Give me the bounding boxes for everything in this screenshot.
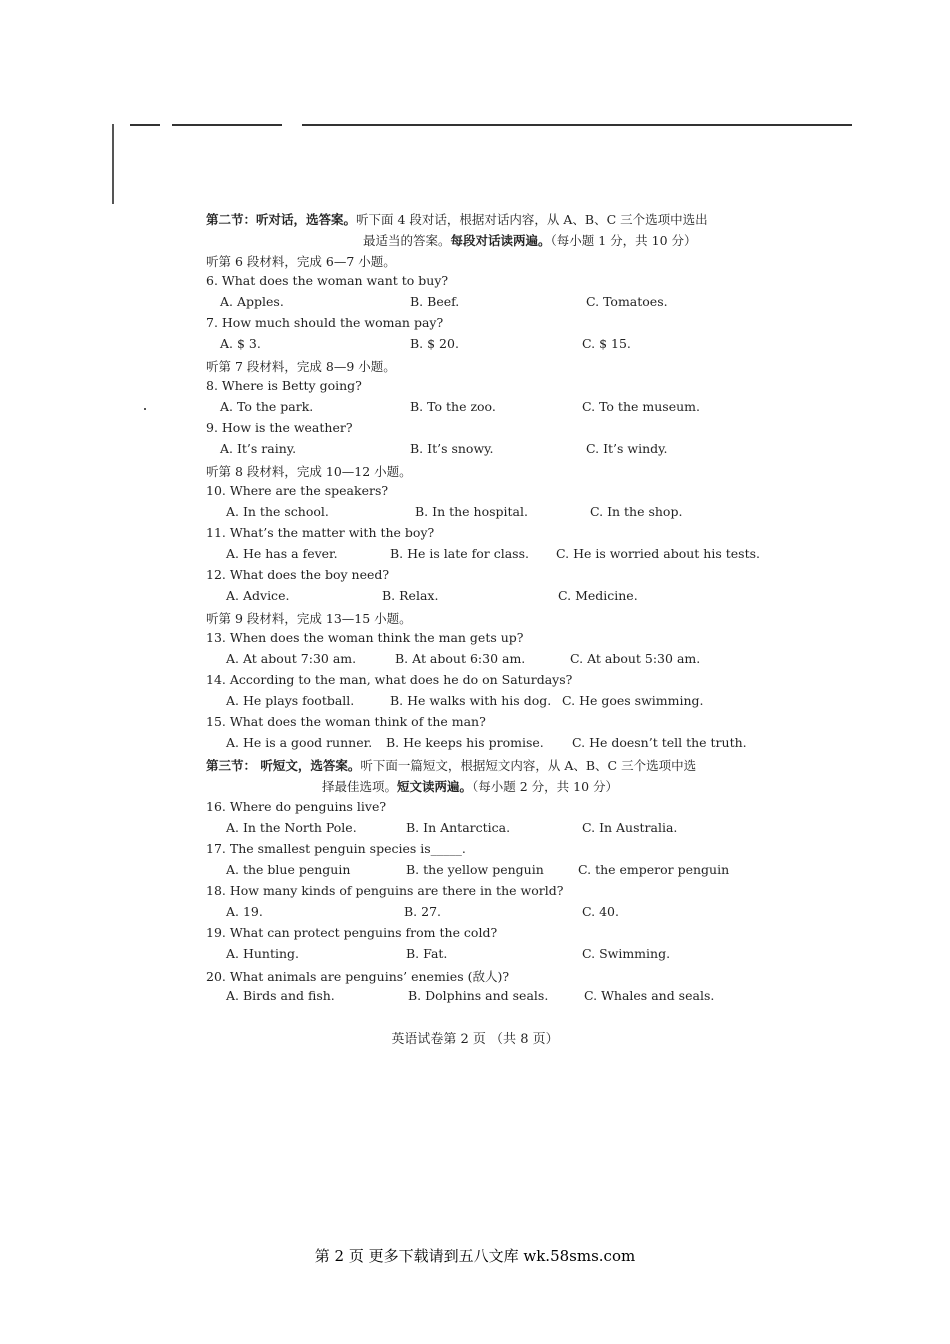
option-b: B. It’s snowy. <box>410 441 494 456</box>
option-c: C. He is worried about his tests. <box>556 546 760 561</box>
option-c: C. To the museum. <box>582 399 700 414</box>
question-7: 7. How much should the woman pay? <box>206 315 444 330</box>
option-b: B. Beef. <box>410 294 460 309</box>
option-c: C. Swimming. <box>582 946 671 961</box>
section2-heading: 第二节：听对话，选答案。 <box>206 212 357 227</box>
option-a: A. At about 7:30 am. <box>226 651 357 666</box>
option-a: A. $ 3. <box>220 336 261 351</box>
scan-speck <box>144 408 146 410</box>
option-a: A. 19. <box>226 904 263 919</box>
question-9: 9. How is the weather? <box>206 420 353 435</box>
option-b: B. At about 6:30 am. <box>395 651 526 666</box>
option-c: C. Whales and seals. <box>584 988 715 1003</box>
exam-page-footer: 英语试卷第 2 页 （共 8 页） <box>391 1032 559 1047</box>
question-14: 14. According to the man, what does he do on Saturdays? <box>206 672 573 687</box>
question-18: 18. How many kinds of penguins are there in the world? <box>206 883 564 898</box>
option-a: A. Apples. <box>220 294 284 309</box>
question-6: 6. What does the woman want to buy? <box>206 273 449 288</box>
group-heading-9: 听第 9 段材料，完成 13—15 小题。 <box>206 611 412 626</box>
section2-instruction-2a: 最适当的答案。 <box>363 233 451 248</box>
option-c: C. $ 15. <box>582 336 631 351</box>
option-a: A. To the park. <box>220 399 314 414</box>
option-b: B. Relax. <box>382 588 439 603</box>
option-a: A. He has a fever. <box>226 546 338 561</box>
question-12: 12. What does the boy need? <box>206 567 390 582</box>
option-b: B. Dolphins and seals. <box>408 988 549 1003</box>
option-a: A. In the school. <box>226 504 329 519</box>
option-a: A. He plays football. <box>226 693 355 708</box>
section2-instruction-2c: （每小题 1 分，共 10 分） <box>550 233 697 248</box>
question-17: 17. The smallest penguin species is_____. <box>206 841 466 856</box>
option-b: B. $ 20. <box>410 336 459 351</box>
section3-header <box>206 756 696 774</box>
option-c: C. It’s windy. <box>586 441 668 456</box>
scan-left-border <box>112 124 114 204</box>
option-a: A. Advice. <box>226 588 290 603</box>
option-c: C. Medicine. <box>558 588 638 603</box>
question-16: 16. Where do penguins live? <box>206 799 387 814</box>
section3-instruction-line2 <box>322 777 618 795</box>
option-b: B. He walks with his dog. <box>390 693 552 708</box>
option-a: A. Hunting. <box>226 946 300 961</box>
border-segment <box>172 124 282 126</box>
group-heading-8: 听第 8 段材料，完成 10—12 小题。 <box>206 464 412 479</box>
option-b: B. Fat. <box>406 946 448 961</box>
group-heading-7: 听第 7 段材料，完成 8—9 小题。 <box>206 359 396 374</box>
group-heading-6: 听第 6 段材料，完成 6—7 小题。 <box>206 254 396 269</box>
question-8: 8. Where is Betty going? <box>206 378 362 393</box>
option-a: A. It’s rainy. <box>220 441 297 456</box>
section2-header <box>206 210 708 228</box>
option-a: A. In the North Pole. <box>226 820 357 835</box>
option-b: B. In the hospital. <box>415 504 528 519</box>
option-b: B. To the zoo. <box>410 399 496 414</box>
section2-instruction: 听下面 4 段对话，根据对话内容，从 A、B、C 三个选项中选出 <box>356 212 708 227</box>
option-c: C. Tomatoes. <box>586 294 668 309</box>
option-b: B. He keeps his promise. <box>386 735 544 750</box>
site-footer: 第 2 页 更多下载请到五八文库 wk.58sms.com <box>314 1247 636 1265</box>
option-c: C. In the shop. <box>590 504 683 519</box>
option-b: B. the yellow penguin <box>406 862 544 877</box>
question-20: 20. What animals are penguins’ enemies (敌人)? <box>206 969 510 984</box>
section2-instruction-line2 <box>363 231 697 249</box>
option-c: C. He doesn’t tell the truth. <box>572 735 747 750</box>
scan-top-border <box>112 124 864 127</box>
section2-instruction-2b: 每段对话读两遍。 <box>450 233 551 248</box>
option-c: C. In Australia. <box>582 820 678 835</box>
question-11: 11. What’s the matter with the boy? <box>206 525 435 540</box>
section3-instruction: 听下面一篇短文，根据短文内容，从 A、B、C 三个选项中选 <box>360 758 697 773</box>
option-a: A. the blue penguin <box>226 862 351 877</box>
border-segment <box>130 124 160 126</box>
option-c: C. 40. <box>582 904 619 919</box>
question-19: 19. What can protect penguins from the cold? <box>206 925 498 940</box>
border-segment <box>302 124 852 126</box>
option-c: C. the emperor penguin <box>578 862 730 877</box>
question-10: 10. Where are the speakers? <box>206 483 389 498</box>
option-b: B. 27. <box>404 904 442 919</box>
option-c: C. He goes swimming. <box>562 693 704 708</box>
question-15: 15. What does the woman think of the man? <box>206 714 486 729</box>
option-a: A. Birds and fish. <box>226 988 335 1003</box>
section3-instruction-2a: 择最佳选项。 <box>322 779 398 794</box>
section3-heading: 第三节： 听短文，选答案。 <box>206 758 361 773</box>
section3-instruction-2c: （每小题 2 分，共 10 分） <box>472 779 619 794</box>
option-a: A. He is a good runner. <box>226 735 373 750</box>
question-13: 13. When does the woman think the man gets up? <box>206 630 524 645</box>
section3-instruction-2b: 短文读两遍。 <box>397 779 473 794</box>
option-b: B. He is late for class. <box>390 546 529 561</box>
option-c: C. At about 5:30 am. <box>570 651 701 666</box>
option-b: B. In Antarctica. <box>406 820 511 835</box>
